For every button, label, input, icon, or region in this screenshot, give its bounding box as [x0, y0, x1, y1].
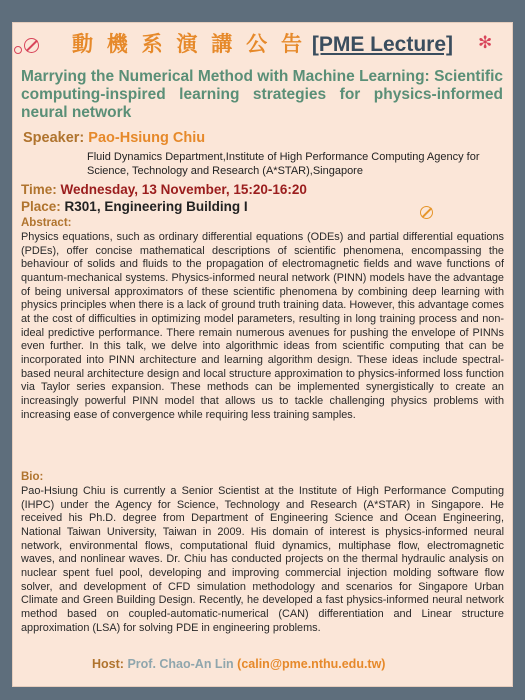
no-sign-icon [420, 206, 433, 219]
host-line [92, 657, 385, 671]
title-english: [PME Lecture] [311, 33, 454, 56]
asterisk-icon: ✻ [478, 33, 493, 53]
place-value: R301, Engineering Building I [64, 199, 248, 214]
abstract-label: Abstract: [21, 217, 72, 229]
talk-title: Marrying the Numerical Method with Machine Learning: Scientific computing-inspired learning strategies for physics-informed neural network [21, 68, 503, 121]
place-label: Place: [21, 199, 61, 214]
host-email[interactable]: (calin@pme.nthu.edu.tw) [237, 657, 386, 671]
speaker-affiliation: Fluid Dynamics Department,Institute of High Performance Computing Agency for Science, Technology and Research (A*STAR),Singapore [87, 151, 480, 177]
speaker-name: Pao-Hsiung Chiu [88, 130, 206, 146]
host-label: Host: [92, 657, 124, 671]
bio-label: Bio: [21, 471, 44, 483]
place-line [21, 199, 248, 214]
speaker-label: Speaker: [23, 130, 85, 146]
abstract-text: Physics equations, such as ordinary differential equations (ODEs) and partial differential equations (PDEs), offer concise mathematical descriptions of scientific phenomena, encompassing the behaviour of solids and fluids to the propagation of electromagnetic fields and wave functions of quantum-mechanical systems. Physics-informed neural network (PINN) models have the advantage of being universal approximators of these scientific phenomena by combining deep learning with physics principles when there is a lack of ground truth training data. However, this advantage comes at the cost of difficulties in optimizing model parameters, resulting in long training process and non-ideal predictive performance. There remain numerous avenues for pushing the envelope of PINNs even further. In this talk, we delve into algorithmic ideas from scientific computing that can be incorporated into PINN architecture and learning algorithm design. These ideas include spectral-based neural architecture design and local structure approximation to physics-informed loss function via Taylor series expansion. These methods can be implemented synergistically to create an increasingly powerful PINN model that allows us to tackle challenging physics problems with increasing ease of convergence while requiring less training samples. [21, 231, 504, 421]
time-label: Time: [21, 182, 57, 197]
title-chinese: 動 機 系 演 講 公 告 [71, 33, 306, 56]
host-name: Prof. Chao-An Lin [127, 657, 234, 671]
time-value: Wednesday, 13 November, 15:20-16:20 [60, 182, 307, 197]
bio-text: Pao-Hsiung Chiu is currently a Senior Scientist at the Institute of High Performance Computing (IHPC) under the Agency for Science, Technology and Research (A*STAR) in Singapore. He received his Ph.D. degree from Department of Engineering Science and Ocean Engineering, National Taiwan University, Taiwan in 2009. His domain of interest is physics-informed neural network, environmental flows, computational fluid dynamics, multiphase flow, electromagnetic waves, and nonlinear waves. Dr. Chiu has conducted projects on the thermal hydraulic analysis on nuclear spent fuel pool, developing and improving commercial injection molding software flow solver, and development of CFD simulation methodology and scenarios for Singapore Urban Climate and Green Building Design. Recently, he developed a fast physics-informed neural network method based on coupled-automatic-numerical (CAN) differentiation and Linear structure approximation (LSA) for solving PDE in engineering problems. [21, 485, 504, 634]
time-line [21, 182, 307, 197]
speaker-line [23, 130, 205, 146]
page-title [0, 32, 525, 58]
